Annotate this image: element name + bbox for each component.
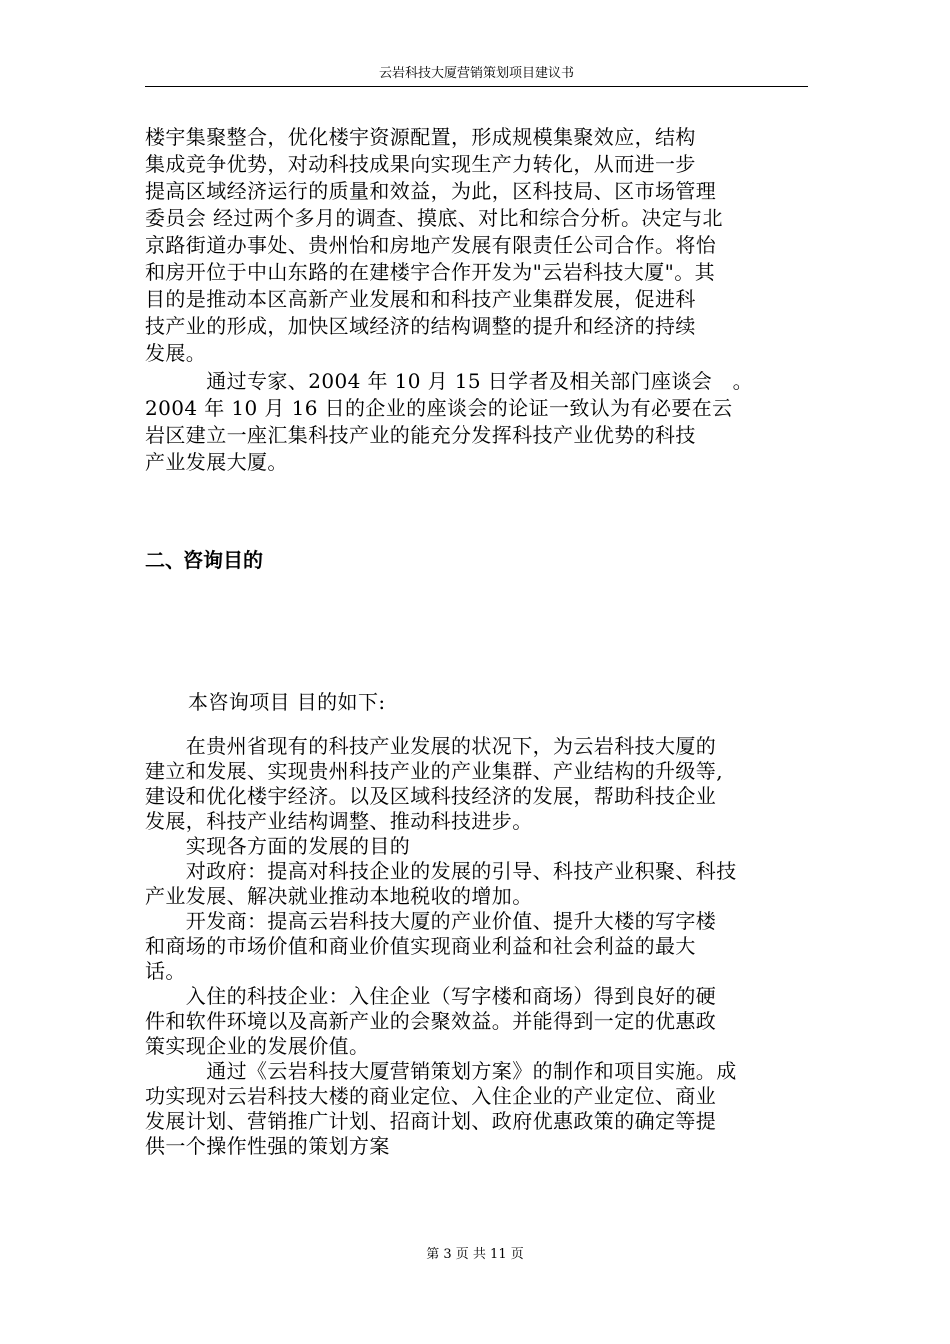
text-line: 岩区建立一座汇集科技产业的能充分发挥科技产业优势的科技 <box>145 423 696 447</box>
text-line: 京路街道办事处、贵州怡和房地产发展有限责任公司合作。将怡 <box>145 233 717 257</box>
text-line: 2004 年 10 月 16 日的企业的座谈会的论证一致认为有必要在云 <box>145 396 733 420</box>
text-line: 目的是推动本区高新产业发展和和科技产业集群发展，促进科 <box>145 287 696 311</box>
intro-line: 本咨询项目 目的如下: <box>188 690 386 714</box>
header-title: 云岩科技大厦营销策划项目建议书 <box>378 66 574 81</box>
text-line: 实现各方面的发展的目的 <box>145 834 411 858</box>
text-line: 在贵州省现有的科技产业发展的状况下，为云岩科技大厦的 <box>145 734 717 758</box>
text-line: 技产业的形成，加快区域经济的结构调整的提升和经济的持续 <box>145 314 696 338</box>
page-number: 第 3 页 共 11 页 <box>426 1247 524 1262</box>
paragraph-background <box>145 124 808 367</box>
text-line: 委员会 经过两个多月的调查、摸底、对比和综合分析。决定与北 <box>145 206 723 230</box>
text-line: 供一个操作性强的策划方案 <box>145 1134 390 1158</box>
text-line: 策实现企业的发展价值。 <box>145 1034 370 1058</box>
text-line: 开发商：提高云岩科技大厦的产业价值、提升大楼的写字楼 <box>145 909 717 933</box>
text-line: 发展。 <box>145 341 207 365</box>
text-line: 和商场的市场价值和商业价值实现商业利益和社会利益的最大 <box>145 934 696 958</box>
paragraph-expert-discussion <box>145 368 808 476</box>
text-line: 通过《云岩科技大厦营销策划方案》的制作和项目实施。成 <box>145 1059 737 1083</box>
text-line: 对政府：提高对科技企业的发展的引导、科技产业积聚、科技 <box>145 859 737 883</box>
text-line: 建设和优化楼宇经济。以及区域科技经济的发展，帮助科技企业 <box>145 784 717 808</box>
text-line: 产业发展大厦。 <box>145 450 288 474</box>
text-line: 件和软件环境以及高新产业的会聚效益。并能得到一定的优惠政 <box>145 1009 717 1033</box>
text-line: 提高区域经济运行的质量和效益，为此，区科技局、区市场管理 <box>145 179 717 203</box>
text-line: 集成竞争优势，对动科技成果向实现生产力转化，从而进一步 <box>145 152 696 176</box>
text-line: 发展，科技产业结构调整、推动科技进步。 <box>145 809 533 833</box>
text-line: 楼宇集聚整合，优化楼宇资源配置，形成规模集聚效应，结构 <box>145 125 696 149</box>
page-header <box>145 64 808 87</box>
text-line: 话。 <box>145 959 186 983</box>
text-line: 入住的科技企业：入住企业（写字楼和商场）得到良好的硬 <box>145 984 717 1008</box>
section-number: 二、 <box>145 548 185 572</box>
text-line: 通过专家、2004 年 10 月 15 日学者及相关部门座谈会 。 <box>145 369 753 393</box>
page-footer <box>0 1246 950 1264</box>
text-line: 建立和发展、实现贵州科技产业的产业集群、产业结构的升级等, <box>145 759 723 783</box>
paragraph-purposes <box>145 734 808 1159</box>
text-line: 产业发展、解决就业推动本地税收的增加。 <box>145 884 533 908</box>
text-line: 和房开位于中山东路的在建楼宇合作开发为"云岩科技大厦"。其 <box>145 260 715 284</box>
text-line: 发展计划、营销推广计划、招商计划、政府优惠政策的确定等提 <box>145 1109 717 1133</box>
text-line: 功实现对云岩科技大楼的商业定位、入住企业的产业定位、商业 <box>145 1084 717 1108</box>
section-title: 咨询目的 <box>183 548 263 572</box>
section-heading <box>145 545 263 575</box>
